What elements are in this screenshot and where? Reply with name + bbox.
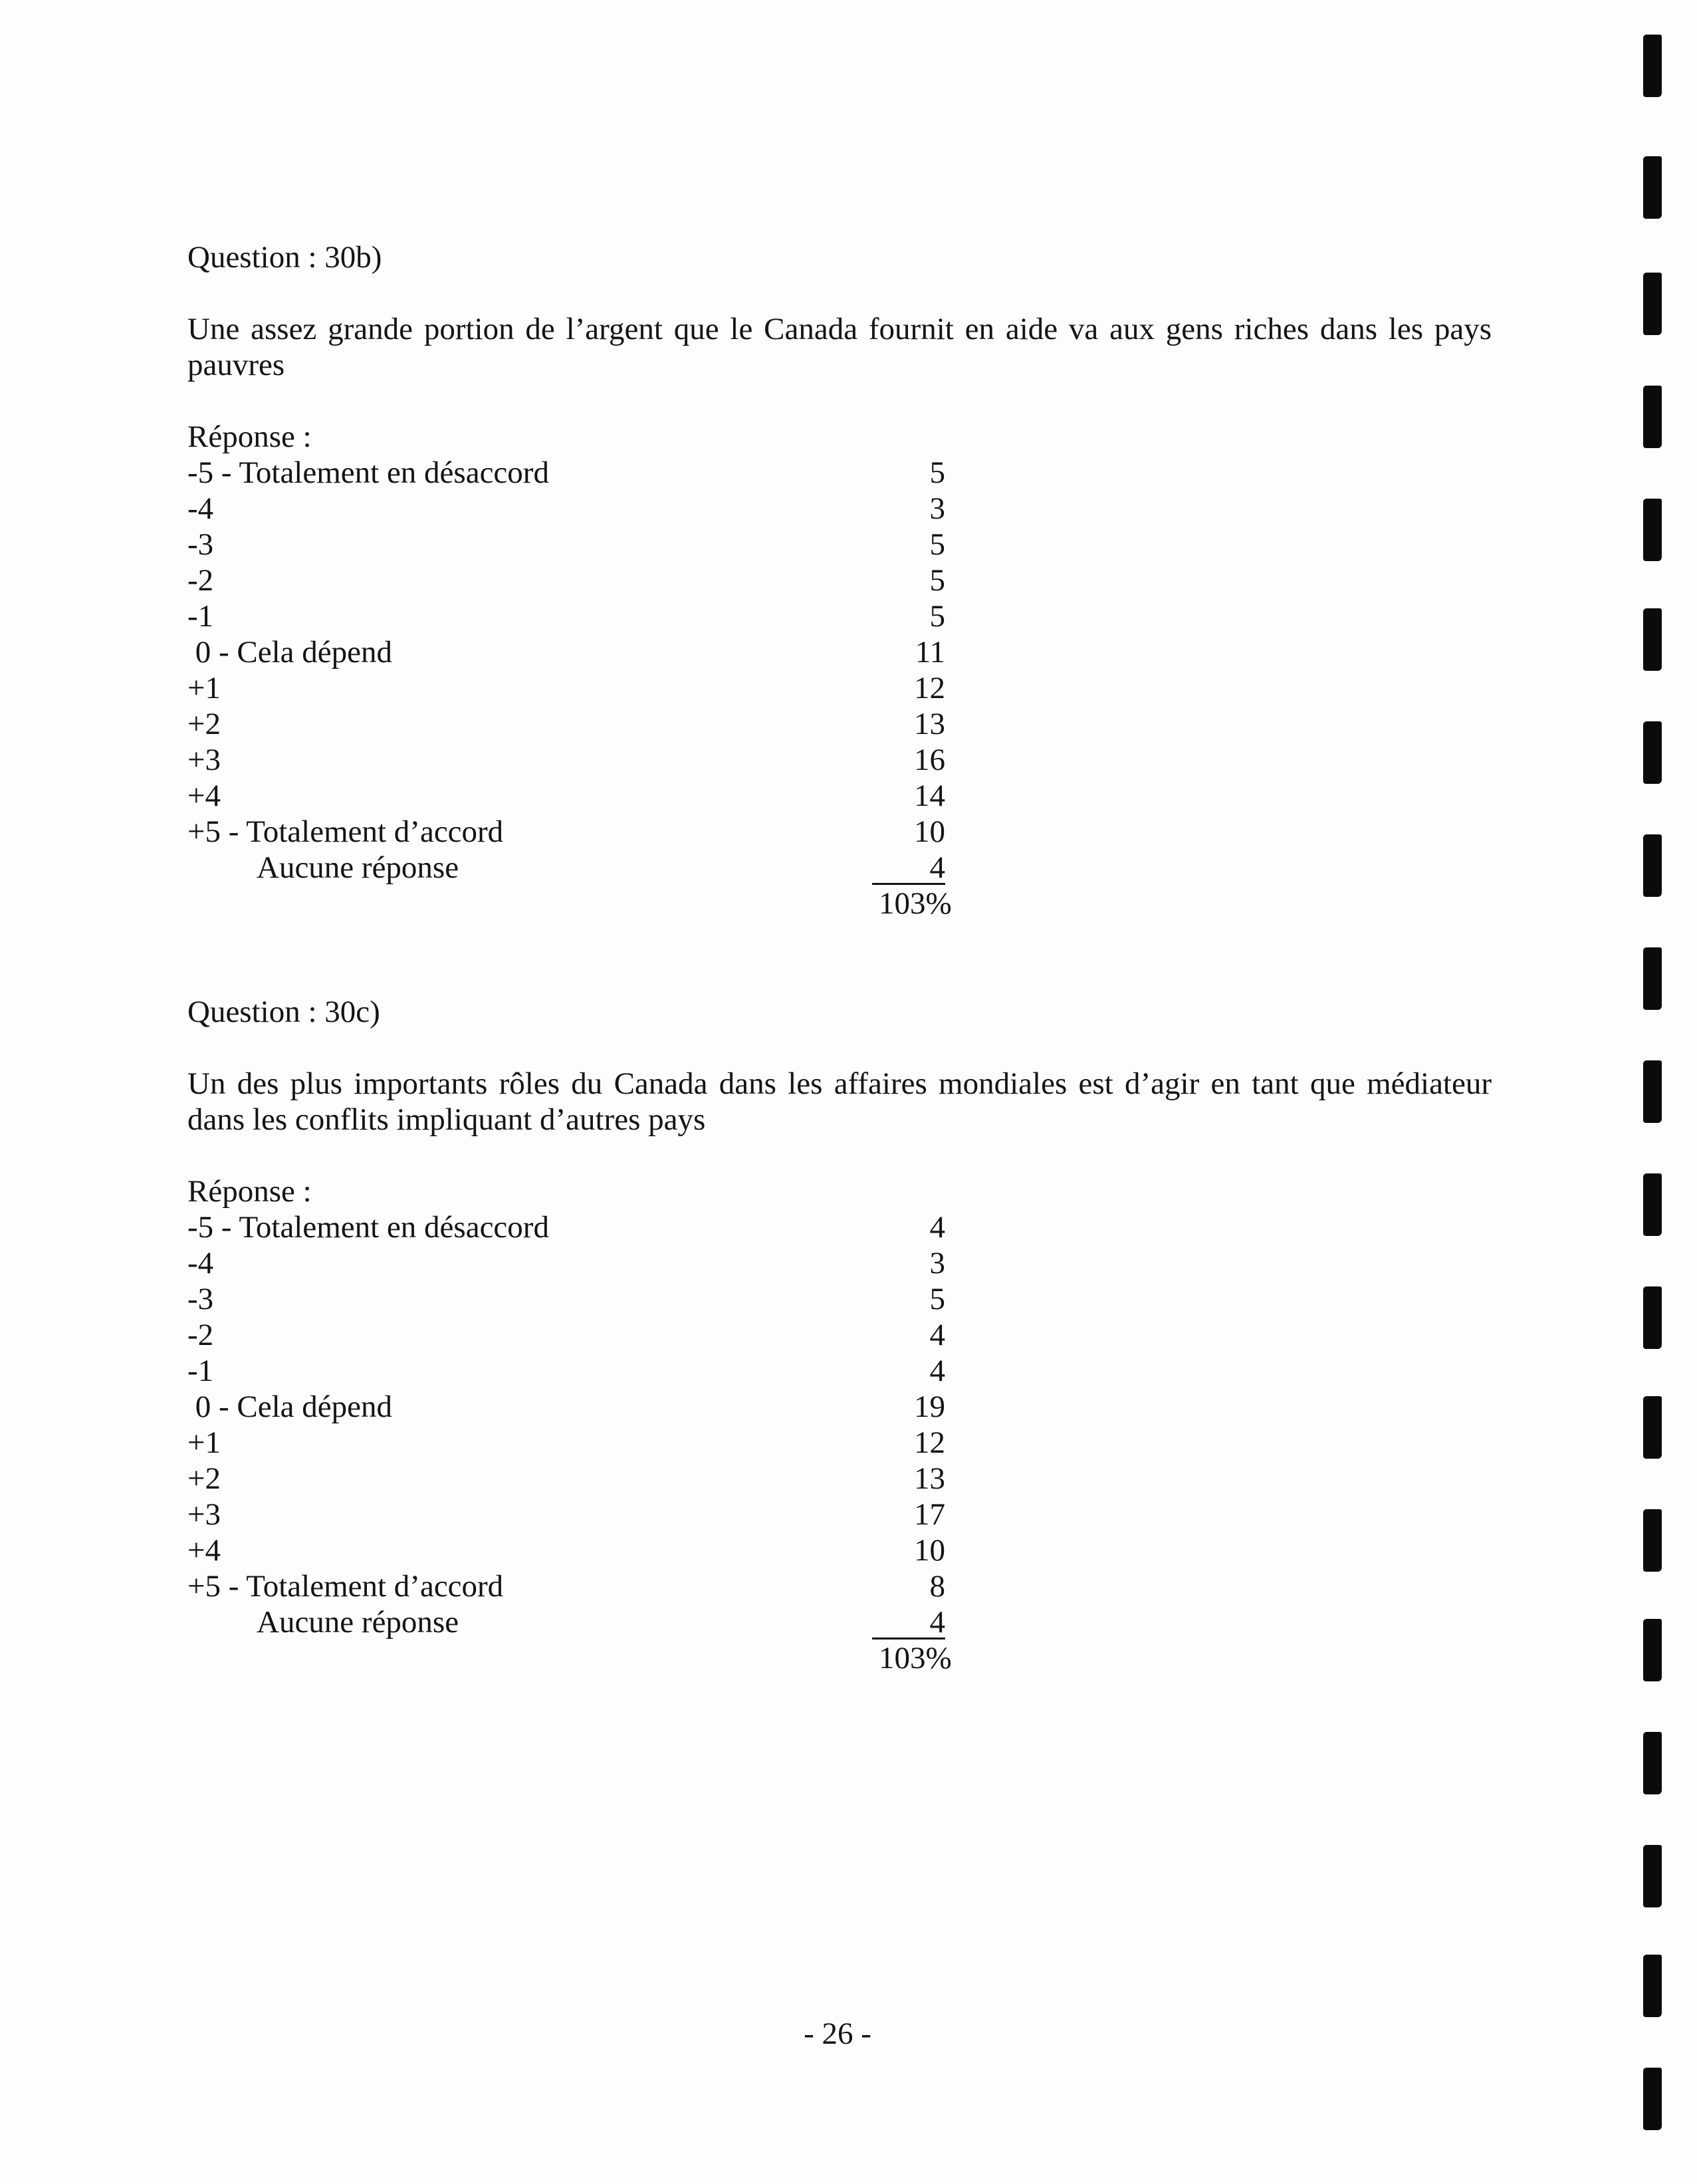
table-row bbox=[187, 562, 1052, 598]
table-row bbox=[187, 778, 1052, 814]
binding-holes bbox=[1639, 0, 1666, 2184]
row-label: -1 bbox=[187, 599, 214, 634]
page-number: - 26 - bbox=[804, 2016, 871, 2051]
row-label: 0 - Cela dépend bbox=[187, 1390, 393, 1424]
table-row bbox=[187, 706, 1052, 742]
row-label: +4 bbox=[187, 779, 221, 813]
binding-hole bbox=[1643, 386, 1662, 448]
binding-hole bbox=[1643, 1955, 1662, 2017]
row-label: +2 bbox=[187, 707, 221, 741]
binding-hole bbox=[1643, 721, 1662, 784]
response-table bbox=[187, 455, 1052, 921]
total-row bbox=[187, 1640, 1052, 1676]
total-value: 103% bbox=[879, 886, 952, 921]
table-row bbox=[187, 455, 1052, 491]
row-value: 16 bbox=[914, 743, 945, 777]
total-value: 103% bbox=[879, 1641, 952, 1675]
binding-hole bbox=[1643, 1286, 1662, 1349]
question-text: Une assez grande portion de l’argent que le Canada fournit en aide va aux gens riches dans les pays pauvres bbox=[187, 312, 1492, 382]
table-row bbox=[187, 814, 1052, 850]
row-value: 4 bbox=[929, 1354, 945, 1388]
row-value: 5 bbox=[929, 455, 945, 490]
question-title: Question : 30b) bbox=[187, 240, 382, 275]
table-row bbox=[187, 1497, 1052, 1532]
row-value: 5 bbox=[929, 527, 945, 562]
row-label: +2 bbox=[187, 1461, 221, 1496]
question-section-30b bbox=[187, 239, 1504, 921]
binding-hole bbox=[1643, 947, 1662, 1010]
row-value: 13 bbox=[914, 1461, 945, 1496]
binding-hole bbox=[1643, 273, 1662, 335]
table-row bbox=[187, 1317, 1052, 1353]
row-label: -1 bbox=[187, 1354, 214, 1388]
binding-hole bbox=[1643, 156, 1662, 219]
row-label: 0 - Cela dépend bbox=[187, 635, 393, 669]
row-label: +5 - Totalement d’accord bbox=[187, 1569, 504, 1604]
row-label: -3 bbox=[187, 1282, 214, 1316]
table-row bbox=[187, 1568, 1052, 1604]
row-value: 10 bbox=[914, 1533, 945, 1568]
row-value: 4 bbox=[872, 850, 945, 885]
row-value: 12 bbox=[914, 671, 945, 705]
reponse-label: Réponse : bbox=[187, 1174, 312, 1209]
table-row bbox=[187, 742, 1052, 778]
row-value: 19 bbox=[914, 1390, 945, 1424]
row-value: 10 bbox=[914, 814, 945, 849]
table-row bbox=[187, 1353, 1052, 1389]
binding-hole bbox=[1643, 1845, 1662, 1907]
table-row bbox=[187, 1281, 1052, 1317]
binding-hole bbox=[1643, 499, 1662, 561]
row-label: +4 bbox=[187, 1533, 221, 1568]
row-value: 13 bbox=[914, 707, 945, 741]
table-row bbox=[187, 634, 1052, 670]
binding-hole bbox=[1643, 1060, 1662, 1123]
row-label: +3 bbox=[187, 1497, 221, 1532]
question-text: Un des plus importants rôles du Canada dans les affaires mondiales est d’agir en tant que médiateur dans les conflits impliquant d’autres pays bbox=[187, 1066, 1492, 1137]
binding-hole bbox=[1643, 834, 1662, 897]
table-row bbox=[187, 1389, 1052, 1425]
row-label: +5 - Totalement d’accord bbox=[187, 814, 504, 849]
row-value: 4 bbox=[929, 1210, 945, 1245]
row-value: 11 bbox=[915, 635, 945, 669]
row-label: -3 bbox=[187, 527, 214, 562]
row-value: 17 bbox=[914, 1497, 945, 1532]
row-label: -5 - Totalement en désaccord bbox=[187, 455, 549, 490]
row-value: 3 bbox=[929, 491, 945, 526]
row-value: 4 bbox=[872, 1604, 945, 1639]
question-title: Question : 30c) bbox=[187, 995, 380, 1029]
question-section-30c bbox=[187, 994, 1504, 1676]
binding-hole bbox=[1643, 35, 1662, 97]
row-label: -5 - Totalement en désaccord bbox=[187, 1210, 549, 1245]
row-label: Aucune réponse bbox=[257, 850, 459, 885]
table-row bbox=[187, 670, 1052, 706]
binding-hole bbox=[1643, 1396, 1662, 1459]
table-row bbox=[187, 1604, 1052, 1640]
response-table bbox=[187, 1209, 1052, 1676]
table-row bbox=[187, 850, 1052, 886]
row-label: -2 bbox=[187, 563, 214, 598]
table-row bbox=[187, 1425, 1052, 1461]
row-value: 3 bbox=[929, 1246, 945, 1280]
row-label: -2 bbox=[187, 1318, 214, 1352]
table-row bbox=[187, 491, 1052, 527]
binding-hole bbox=[1643, 1509, 1662, 1572]
table-row bbox=[187, 527, 1052, 562]
binding-hole bbox=[1643, 1619, 1662, 1681]
row-value: 5 bbox=[929, 1282, 945, 1316]
binding-hole bbox=[1643, 608, 1662, 671]
table-row bbox=[187, 1461, 1052, 1497]
table-row bbox=[187, 598, 1052, 634]
row-label: -4 bbox=[187, 491, 214, 526]
table-row bbox=[187, 1209, 1052, 1245]
row-label: Aucune réponse bbox=[257, 1605, 459, 1639]
row-value: 5 bbox=[929, 563, 945, 598]
row-label: +3 bbox=[187, 743, 221, 777]
row-label: -4 bbox=[187, 1246, 214, 1280]
table-row bbox=[187, 1245, 1052, 1281]
binding-hole bbox=[1643, 2068, 1662, 2130]
row-value: 8 bbox=[929, 1569, 945, 1604]
total-row bbox=[187, 886, 1052, 921]
table-row bbox=[187, 1532, 1052, 1568]
row-value: 14 bbox=[914, 779, 945, 813]
binding-hole bbox=[1643, 1173, 1662, 1236]
row-value: 4 bbox=[929, 1318, 945, 1352]
binding-hole bbox=[1643, 1732, 1662, 1794]
row-value: 12 bbox=[914, 1425, 945, 1460]
reponse-label: Réponse : bbox=[187, 420, 312, 454]
row-label: +1 bbox=[187, 1425, 221, 1460]
row-label: +1 bbox=[187, 671, 221, 705]
row-value: 5 bbox=[929, 599, 945, 634]
